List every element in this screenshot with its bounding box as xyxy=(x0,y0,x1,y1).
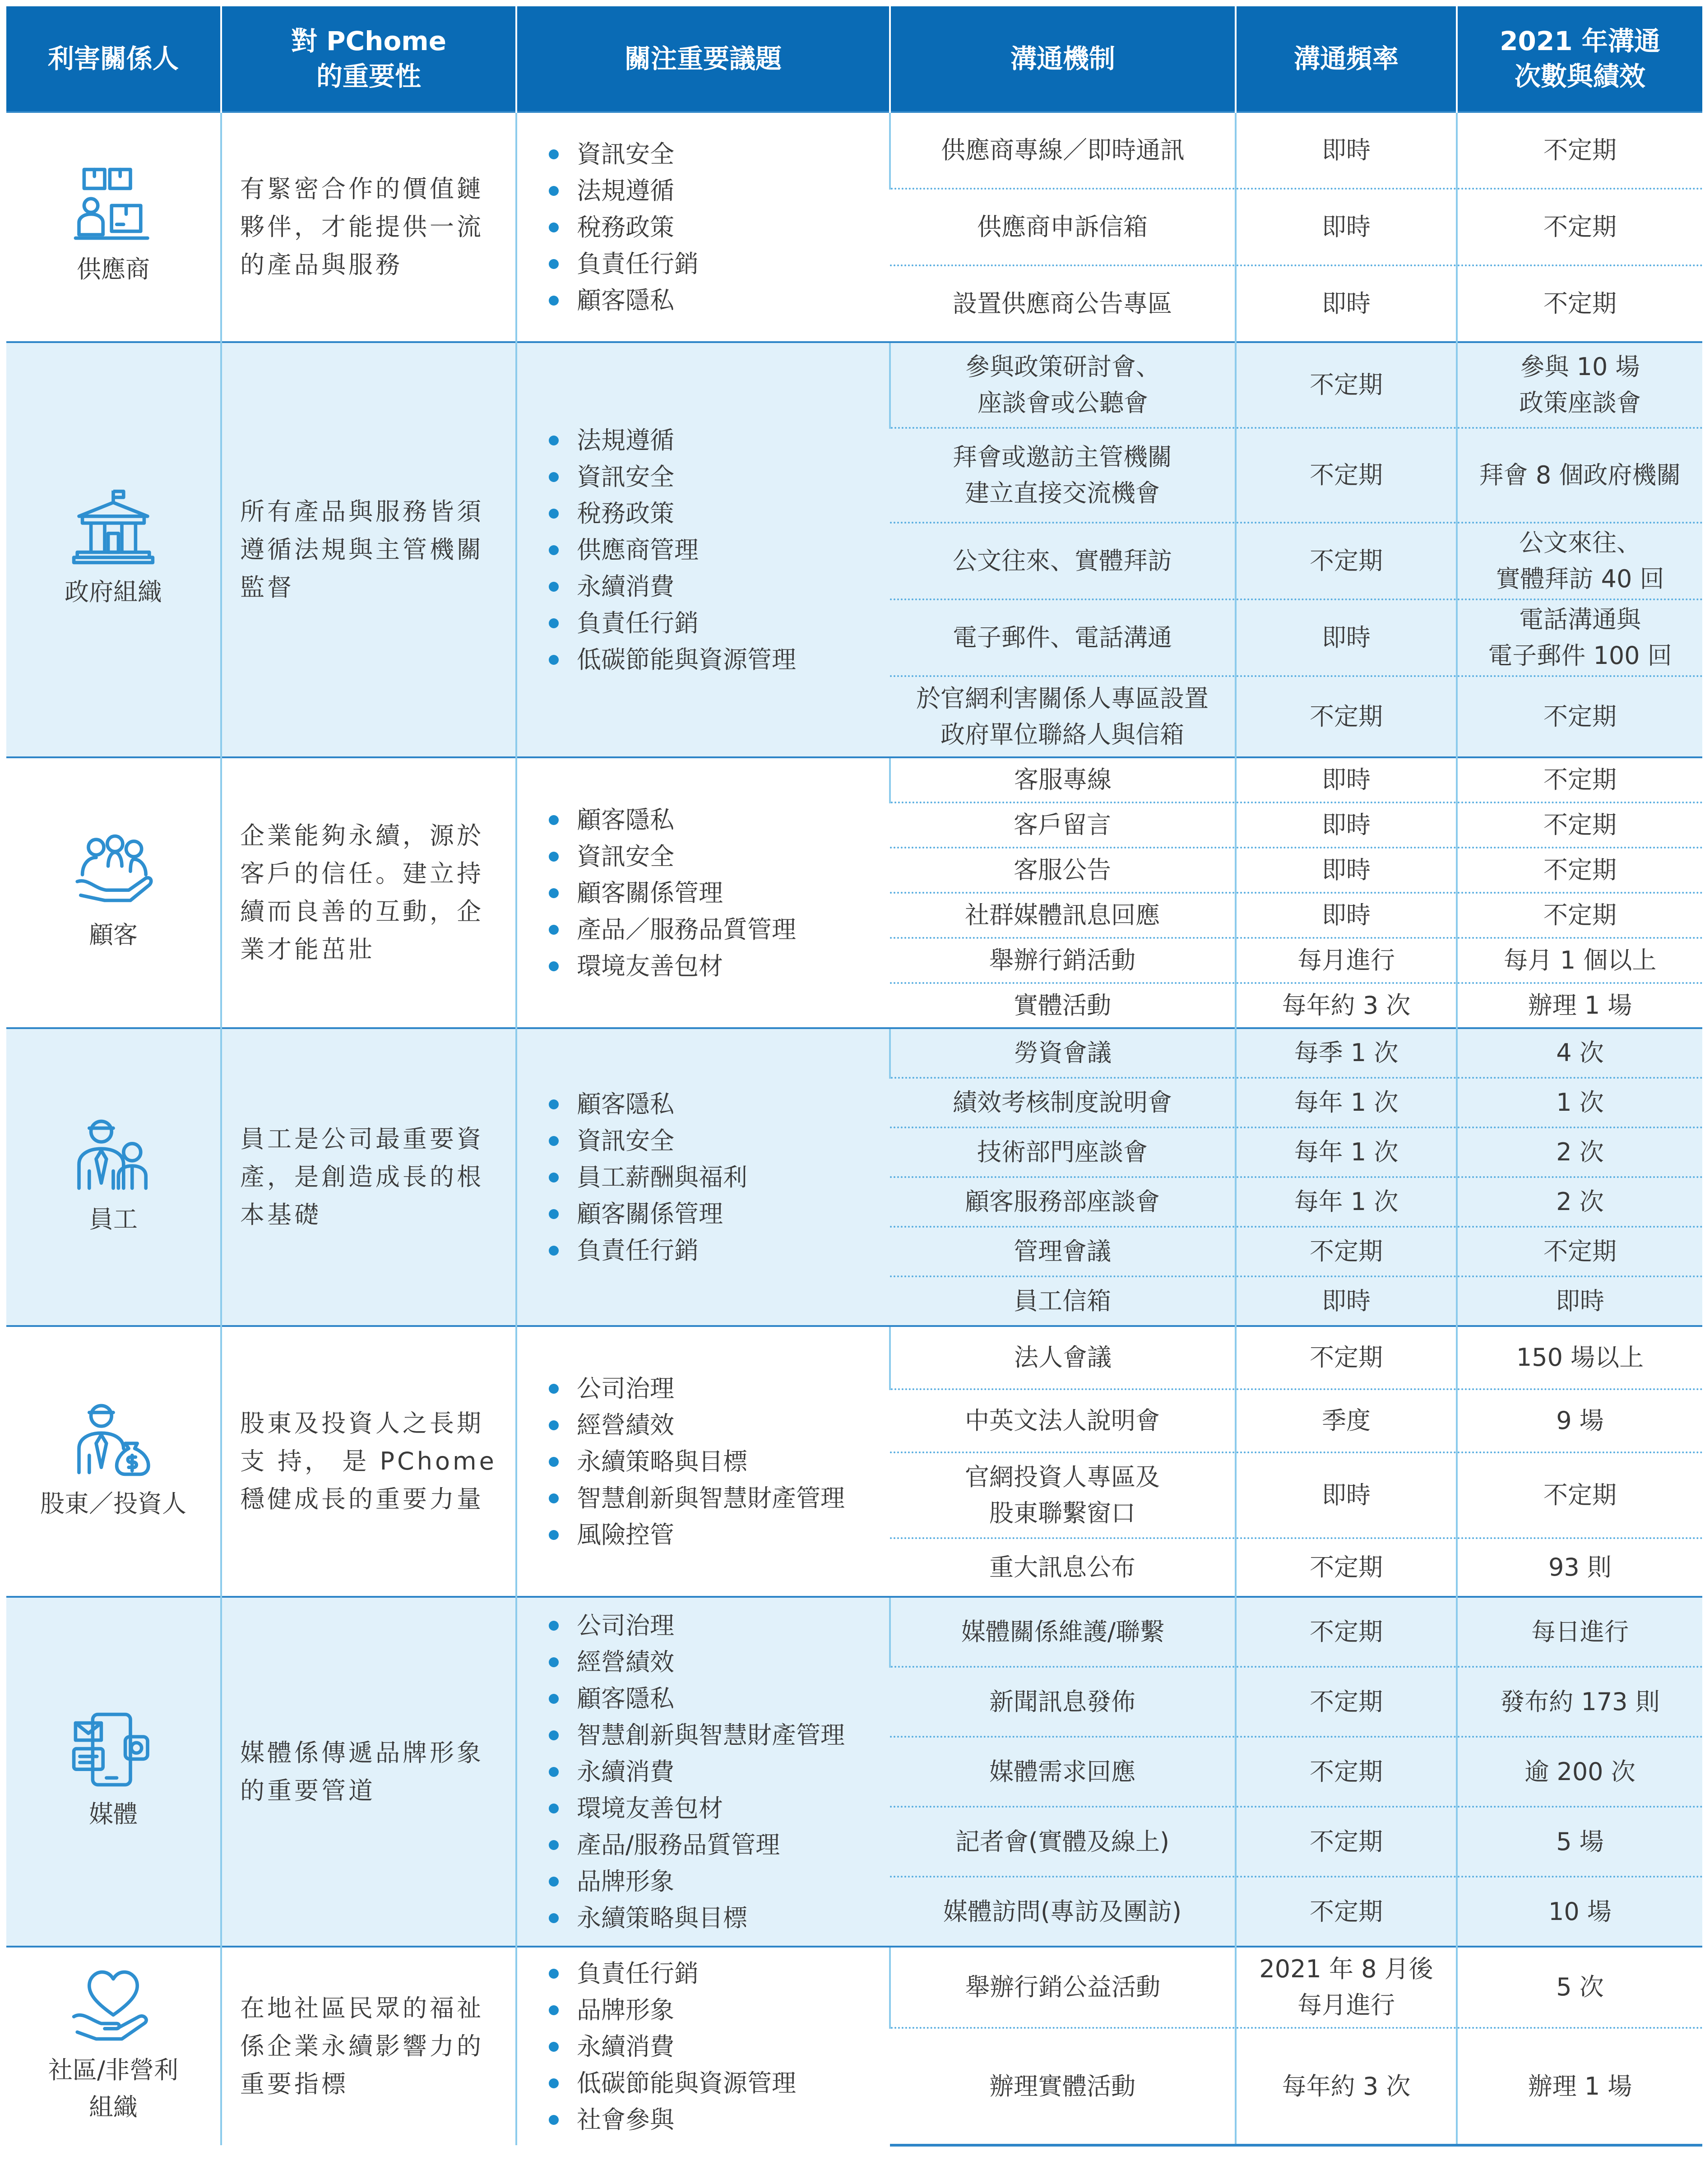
performance-cell: 每月 1 個以上 xyxy=(1457,938,1702,983)
frequency-cell: 即時 xyxy=(1236,112,1457,189)
mechanism-cell: 顧客服務部座談會 xyxy=(890,1177,1236,1227)
stakeholder-name: 媒體 xyxy=(89,1799,138,1828)
performance-cell: 不定期 xyxy=(1457,265,1702,342)
frequency-cell: 每年約 3 次 xyxy=(1236,2028,1457,2145)
performance-cell: 不定期 xyxy=(1457,112,1702,189)
topic-item: 智慧創新與智慧財產管理 xyxy=(549,1717,880,1753)
frequency-cell: 每年 1 次 xyxy=(1236,1127,1457,1177)
performance-cell: 拜會 8 個政府機關 xyxy=(1457,428,1702,523)
topic-item: 公司治理 xyxy=(549,1607,880,1644)
table-row xyxy=(6,1326,1702,1389)
mechanism-cell: 舉辦行銷活動 xyxy=(890,938,1236,983)
topic-item: 智慧創新與智慧財產管理 xyxy=(549,1480,880,1516)
topic-item: 法規遵循 xyxy=(549,422,880,459)
frequency-cell: 不定期 xyxy=(1236,1737,1457,1807)
topics-list xyxy=(549,1955,880,2138)
topic-item: 員工薪酬與福利 xyxy=(549,1159,880,1196)
topic-item: 顧客隱私 xyxy=(549,1086,880,1122)
topic-item: 經營績效 xyxy=(549,1407,880,1443)
table-body xyxy=(6,112,1702,2145)
frequency-cell: 即時 xyxy=(1236,802,1457,848)
frequency-cell: 即時 xyxy=(1236,848,1457,893)
topic-item: 風險控管 xyxy=(549,1516,880,1553)
topic-item: 經營績效 xyxy=(549,1644,880,1680)
topics-cell xyxy=(516,1028,890,1326)
mechanism-cell: 技術部門座談會 xyxy=(890,1127,1236,1177)
stakeholder-name: 政府組織 xyxy=(65,578,162,606)
frequency-cell: 每年 1 次 xyxy=(1236,1177,1457,1227)
performance-cell: 每日進行 xyxy=(1457,1597,1702,1667)
investor-icon xyxy=(70,1400,156,1477)
performance-cell: 不定期 xyxy=(1457,893,1702,938)
mechanism-cell: 新聞訊息發佈 xyxy=(890,1667,1236,1737)
performance-cell: 不定期 xyxy=(1457,1227,1702,1276)
performance-cell: 不定期 xyxy=(1457,848,1702,893)
frequency-cell: 每年約 3 次 xyxy=(1236,983,1457,1028)
importance-text: 股東及投資人之長期支 持， 是 PChome 穩健成長的重要力量 xyxy=(221,1326,516,1597)
frequency-cell: 不定期 xyxy=(1236,1807,1457,1877)
media-icon xyxy=(70,1711,156,1788)
mechanism-cell: 媒體關係維護/聯繫 xyxy=(890,1597,1236,1667)
topic-item: 產品／服務品質管理 xyxy=(549,911,880,948)
topic-item: 產品/服務品質管理 xyxy=(549,1827,880,1863)
frequency-cell: 即時 xyxy=(1236,893,1457,938)
mechanism-cell: 於官網利害關係人專區設置 政府單位聯絡人與信箱 xyxy=(890,676,1236,757)
performance-cell: 93 則 xyxy=(1457,1538,1702,1597)
topic-item: 資訊安全 xyxy=(549,136,880,172)
frequency-cell: 即時 xyxy=(1236,265,1457,342)
table-row xyxy=(6,1028,1702,1078)
frequency-cell: 即時 xyxy=(1236,189,1457,265)
stakeholder-table-wrapper xyxy=(6,6,1702,2147)
performance-cell: 10 場 xyxy=(1457,1877,1702,1947)
topics-list xyxy=(549,136,880,319)
stakeholder-name: 社區/非營利 組織 xyxy=(48,2056,179,2121)
performance-cell: 9 場 xyxy=(1457,1389,1702,1452)
performance-cell: 2 次 xyxy=(1457,1177,1702,1227)
performance-cell: 辦理 1 場 xyxy=(1457,2028,1702,2145)
stakeholder-cell xyxy=(6,112,221,342)
topic-item: 顧客隱私 xyxy=(549,282,880,319)
topic-item: 品牌形象 xyxy=(549,1863,880,1900)
mechanism-cell: 公文往來、實體拜訪 xyxy=(890,523,1236,599)
performance-cell: 逾 200 次 xyxy=(1457,1737,1702,1807)
mechanism-cell: 績效考核制度說明會 xyxy=(890,1078,1236,1127)
table-row xyxy=(6,112,1702,189)
frequency-cell: 不定期 xyxy=(1236,342,1457,428)
mechanism-cell: 客服專線 xyxy=(890,757,1236,802)
topic-item: 社會參與 xyxy=(549,2101,880,2138)
stakeholder-cell xyxy=(6,1028,221,1326)
frequency-cell: 不定期 xyxy=(1236,1326,1457,1389)
topic-item: 顧客隱私 xyxy=(549,802,880,838)
mechanism-cell: 舉辦行銷公益活動 xyxy=(890,1947,1236,2028)
topics-cell xyxy=(516,1947,890,2145)
mechanism-cell: 員工信箱 xyxy=(890,1276,1236,1326)
topic-item: 顧客隱私 xyxy=(549,1680,880,1717)
topics-cell xyxy=(516,342,890,757)
customers-icon xyxy=(70,832,156,909)
topic-item: 供應商管理 xyxy=(549,532,880,568)
mechanism-cell: 管理會議 xyxy=(890,1227,1236,1276)
frequency-cell: 即時 xyxy=(1236,599,1457,676)
mechanism-cell: 拜會或邀訪主管機關 建立直接交流機會 xyxy=(890,428,1236,523)
topic-item: 永續策略與目標 xyxy=(549,1443,880,1480)
government-building-icon xyxy=(70,489,156,566)
topics-list xyxy=(549,422,880,678)
topics-list xyxy=(549,802,880,984)
topics-cell xyxy=(516,1597,890,1947)
frequency-cell: 即時 xyxy=(1236,1276,1457,1326)
topic-item: 法規遵循 xyxy=(549,172,880,209)
performance-cell: 5 次 xyxy=(1457,1947,1702,2028)
mechanism-cell: 客戶留言 xyxy=(890,802,1236,848)
topic-item: 品牌形象 xyxy=(549,1992,880,2028)
table-row xyxy=(6,342,1702,428)
header-row xyxy=(6,6,1702,112)
header-mechanism: 溝通機制 xyxy=(890,6,1236,112)
importance-text: 媒體係傳遞品牌形象的重要管道 xyxy=(221,1597,516,1947)
importance-text: 企業能夠永續，源於客戶的信任。建立持續而良善的互動，企業才能茁壯 xyxy=(221,757,516,1028)
frequency-cell: 不定期 xyxy=(1236,1597,1457,1667)
performance-cell: 即時 xyxy=(1457,1276,1702,1326)
performance-cell: 電話溝通與 電子郵件 100 回 xyxy=(1457,599,1702,676)
topic-item: 負責任行銷 xyxy=(549,246,880,282)
mechanism-cell: 供應商專線／即時通訊 xyxy=(890,112,1236,189)
stakeholder-cell xyxy=(6,1947,221,2145)
stakeholder-name: 顧客 xyxy=(89,921,138,949)
topic-item: 顧客關係管理 xyxy=(549,875,880,911)
frequency-cell: 不定期 xyxy=(1236,1877,1457,1947)
mechanism-cell: 法人會議 xyxy=(890,1326,1236,1389)
topic-item: 公司治理 xyxy=(549,1370,880,1407)
topic-item: 永續策略與目標 xyxy=(549,1900,880,1936)
performance-cell: 不定期 xyxy=(1457,189,1702,265)
stakeholder-name: 供應商 xyxy=(77,255,150,283)
frequency-cell: 2021 年 8 月後 每月進行 xyxy=(1236,1947,1457,2028)
topic-item: 資訊安全 xyxy=(549,838,880,875)
frequency-cell: 每季 1 次 xyxy=(1236,1028,1457,1078)
frequency-cell: 不定期 xyxy=(1236,1227,1457,1276)
performance-cell: 4 次 xyxy=(1457,1028,1702,1078)
topic-item: 永續消費 xyxy=(549,568,880,605)
supplier-icon xyxy=(70,166,156,243)
mechanism-cell: 供應商申訴信箱 xyxy=(890,189,1236,265)
topic-item: 資訊安全 xyxy=(549,459,880,495)
stakeholder-communication-table xyxy=(6,6,1702,2147)
performance-cell: 2 次 xyxy=(1457,1127,1702,1177)
performance-cell: 不定期 xyxy=(1457,676,1702,757)
mechanism-cell: 重大訊息公布 xyxy=(890,1538,1236,1597)
header-performance: 2021 年溝通 次數與績效 xyxy=(1457,6,1702,112)
mechanism-cell: 記者會(實體及線上) xyxy=(890,1807,1236,1877)
table-row xyxy=(6,757,1702,802)
topic-item: 資訊安全 xyxy=(549,1122,880,1159)
mechanism-cell: 實體活動 xyxy=(890,983,1236,1028)
importance-text: 在地社區民眾的福祉係企業永續影響力的重要指標 xyxy=(221,1947,516,2145)
mechanism-cell: 勞資會議 xyxy=(890,1028,1236,1078)
topic-item: 環境友善包材 xyxy=(549,1790,880,1827)
mechanism-cell: 媒體訪問(專訪及團訪) xyxy=(890,1877,1236,1947)
topic-item: 負責任行銷 xyxy=(549,605,880,641)
stakeholder-cell xyxy=(6,342,221,757)
table-row xyxy=(6,1597,1702,1667)
frequency-cell: 不定期 xyxy=(1236,1667,1457,1737)
topic-item: 負責任行銷 xyxy=(549,1232,880,1269)
frequency-cell: 即時 xyxy=(1236,1452,1457,1538)
performance-cell: 1 次 xyxy=(1457,1078,1702,1127)
performance-cell: 不定期 xyxy=(1457,757,1702,802)
mechanism-cell: 媒體需求回應 xyxy=(890,1737,1236,1807)
stakeholder-name: 股東／投資人 xyxy=(40,1489,186,1518)
frequency-cell: 即時 xyxy=(1236,757,1457,802)
performance-cell: 公文來往、 實體拜訪 40 回 xyxy=(1457,523,1702,599)
topic-item: 稅務政策 xyxy=(549,495,880,532)
topics-list xyxy=(549,1086,880,1269)
header-stakeholder: 利害關係人 xyxy=(6,6,221,112)
frequency-cell: 每年 1 次 xyxy=(1236,1078,1457,1127)
topic-item: 負責任行銷 xyxy=(549,1955,880,1992)
frequency-cell: 季度 xyxy=(1236,1389,1457,1452)
employees-icon xyxy=(70,1116,156,1193)
frequency-cell: 不定期 xyxy=(1236,676,1457,757)
header-frequency: 溝通頻率 xyxy=(1236,6,1457,112)
topics-cell xyxy=(516,112,890,342)
frequency-cell: 不定期 xyxy=(1236,1538,1457,1597)
frequency-cell: 不定期 xyxy=(1236,428,1457,523)
importance-text: 有緊密合作的價值鏈夥伴，才能提供一流的產品與服務 xyxy=(221,112,516,342)
performance-cell: 辦理 1 場 xyxy=(1457,983,1702,1028)
mechanism-cell: 客服公告 xyxy=(890,848,1236,893)
community-heart-icon xyxy=(70,1967,156,2044)
stakeholder-cell xyxy=(6,1597,221,1947)
stakeholder-cell xyxy=(6,757,221,1028)
topics-list xyxy=(549,1370,880,1553)
header-importance: 對 PChome 的重要性 xyxy=(221,6,516,112)
performance-cell: 150 場以上 xyxy=(1457,1326,1702,1389)
topic-item: 永續消費 xyxy=(549,1753,880,1790)
table-row xyxy=(6,1947,1702,2028)
importance-text: 員工是公司最重要資產，是創造成長的根本基礎 xyxy=(221,1028,516,1326)
performance-cell: 5 場 xyxy=(1457,1807,1702,1877)
performance-cell: 不定期 xyxy=(1457,1452,1702,1538)
mechanism-cell: 社群媒體訊息回應 xyxy=(890,893,1236,938)
header-topics: 關注重要議題 xyxy=(516,6,890,112)
topic-item: 稅務政策 xyxy=(549,209,880,246)
frequency-cell: 不定期 xyxy=(1236,523,1457,599)
performance-cell: 參與 10 場 政策座談會 xyxy=(1457,342,1702,428)
topic-item: 環境友善包材 xyxy=(549,948,880,984)
mechanism-cell: 辦理實體活動 xyxy=(890,2028,1236,2145)
stakeholder-cell xyxy=(6,1326,221,1597)
frequency-cell: 每月進行 xyxy=(1236,938,1457,983)
topic-item: 低碳節能與資源管理 xyxy=(549,641,880,678)
topics-list xyxy=(549,1607,880,1936)
mechanism-cell: 參與政策研討會、 座談會或公聽會 xyxy=(890,342,1236,428)
importance-text: 所有產品與服務皆須遵循法規與主管機關監督 xyxy=(221,342,516,757)
mechanism-cell: 官網投資人專區及 股東聯繫窗口 xyxy=(890,1452,1236,1538)
topic-item: 低碳節能與資源管理 xyxy=(549,2065,880,2101)
topic-item: 永續消費 xyxy=(549,2028,880,2065)
topic-item: 顧客關係管理 xyxy=(549,1196,880,1232)
mechanism-cell: 中英文法人說明會 xyxy=(890,1389,1236,1452)
topics-cell xyxy=(516,757,890,1028)
performance-cell: 不定期 xyxy=(1457,802,1702,848)
performance-cell: 發布約 173 則 xyxy=(1457,1667,1702,1737)
mechanism-cell: 設置供應商公告專區 xyxy=(890,265,1236,342)
topics-cell xyxy=(516,1326,890,1597)
stakeholder-name: 員工 xyxy=(89,1205,138,1233)
mechanism-cell: 電子郵件、電話溝通 xyxy=(890,599,1236,676)
